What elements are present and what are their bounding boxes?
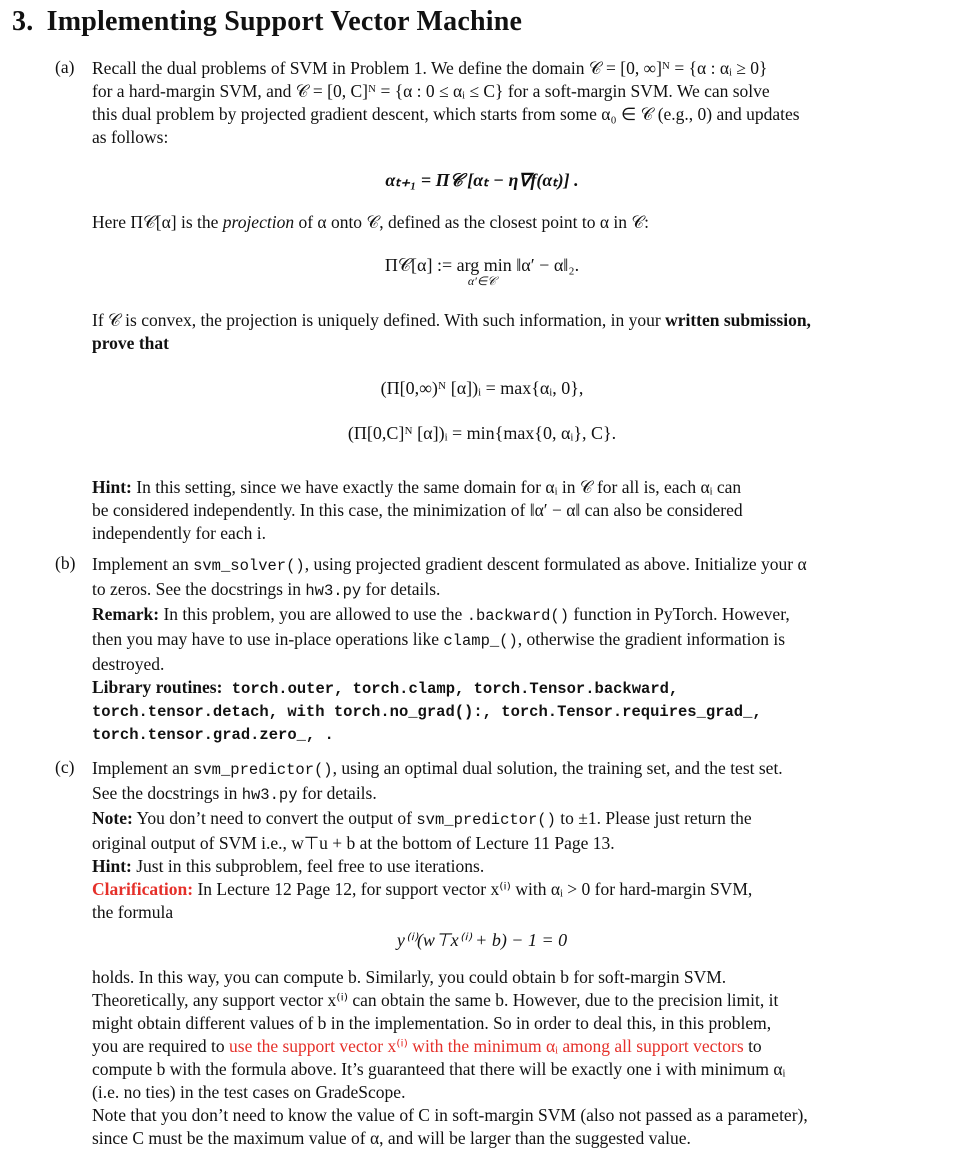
hint-label: Hint: xyxy=(92,856,132,876)
text-span: for details. xyxy=(361,579,441,599)
text-line: compute b with the formula above. It’s guaranteed that there will be exactly one i with minimum αᵢ xyxy=(92,1059,786,1079)
code-svm-predictor: svm_predictor() xyxy=(193,761,333,779)
text-line: Note that you don’t need to know the value of C in soft-margin SVM (also not passed as a parameter), xyxy=(92,1105,808,1125)
equation-text: Π𝒞[α] := arg min ‖α′ − α‖₂. xyxy=(384,255,580,275)
text-span: for details. xyxy=(297,783,377,803)
text-line: this dual problem by projected gradient descent, which starts from some α₀ ∈ 𝒞 (e.g., 0) and updates xyxy=(92,104,800,124)
code-library: torch.outer, torch.clamp, torch.Tensor.backward, xyxy=(222,680,679,698)
part-a-hint xyxy=(92,476,938,545)
code-clamp: clamp_() xyxy=(443,632,518,650)
text-span: function in PyTorch. However, xyxy=(569,604,790,624)
part-c-label: (c) xyxy=(55,757,75,777)
code-backward: .backward() xyxy=(466,607,570,625)
part-a-label: (a) xyxy=(55,57,75,77)
equation-projection-hard xyxy=(0,378,964,399)
text-line: holds. In this way, you can compute b. Similarly, you could obtain b for soft-margin SVM. xyxy=(92,967,727,987)
equation-update xyxy=(0,170,964,191)
text-line: since C must be the maximum value of α, and will be larger than the suggested value. xyxy=(92,1128,691,1148)
text-span: If 𝒞 is convex, the projection is uniquely defined. With such information, in your xyxy=(92,310,666,330)
written-submission-emphasis: written submission, xyxy=(665,310,811,330)
equation-projection-soft xyxy=(0,423,964,444)
part-b-label: (b) xyxy=(55,553,76,573)
equation-bias xyxy=(0,930,964,951)
code-library: torch.tensor.detach, with torch.no_grad():, torch.Tensor.requires_grad_, xyxy=(92,703,762,721)
equation-text: y⁽ⁱ⁾(w⊤x⁽ⁱ⁾ + b) − 1 = 0 xyxy=(396,930,568,950)
convex-statement xyxy=(92,309,938,355)
text-span: , using an optimal dual solution, the training set, and the test set. xyxy=(332,758,783,778)
text-span: then you may have to use in-place operations like xyxy=(92,629,444,649)
part-b-body xyxy=(92,553,938,747)
projection-term: projection xyxy=(222,212,295,232)
text-span: to xyxy=(743,1036,762,1056)
requirement-highlight: use the support vector x⁽ⁱ⁾ with the minimum αᵢ among all support vectors xyxy=(229,1036,744,1056)
text-span: In this problem, you are allowed to use the xyxy=(159,604,467,624)
text-span: , using projected gradient descent formulated as above. Initialize your α xyxy=(304,554,807,574)
text-line: (i.e. no ties) in the test cases on GradeScope. xyxy=(92,1082,406,1102)
code-svm-solver: svm_solver() xyxy=(193,557,305,575)
text-line: the formula xyxy=(92,902,174,922)
text-span: of α onto 𝒞, defined as the closest point to α in 𝒞: xyxy=(294,212,649,232)
code-library: torch.tensor.grad.zero_, . xyxy=(92,726,334,744)
text-span: , otherwise the gradient information is xyxy=(517,629,786,649)
projection-definition xyxy=(92,211,938,234)
code-filename: hw3.py xyxy=(241,786,298,804)
section-title: Implementing Support Vector Machine xyxy=(46,6,523,37)
text-span: In Lecture 12 Page 12, for support vector x⁽ⁱ⁾ with αᵢ > 0 for hard-margin SVM, xyxy=(193,879,753,899)
section-number: 3. xyxy=(12,6,34,37)
equation-subscript: α′∈𝒞 xyxy=(467,274,497,288)
part-c-continued xyxy=(92,966,938,1150)
text-span: Implement an xyxy=(92,554,194,574)
equation-text: αₜ₊₁ = Π𝒞 [αₜ − η∇f(αₜ)] . xyxy=(385,170,579,190)
text-span: you are required to xyxy=(92,1036,230,1056)
text-line: destroyed. xyxy=(92,654,165,674)
text-line: independently for each i. xyxy=(92,523,266,543)
clarification-label: Clarification: xyxy=(92,879,194,899)
text-line: be considered independently. In this case, the minimization of ‖α′ − α‖ can also be considered xyxy=(92,500,743,520)
code-filename: hw3.py xyxy=(305,582,362,600)
text-line: might obtain different values of b in the implementation. So in order to deal this, in this problem, xyxy=(92,1013,772,1033)
text-span: In this setting, since we have exactly the same domain for αᵢ in 𝒞 for all is, each αᵢ can xyxy=(136,477,742,497)
text-line: Recall the dual problems of SVM in Problem 1. We define the domain 𝒞 = [0, ∞]ᴺ = {α : αᵢ ≥ 0} xyxy=(92,58,768,78)
text-span: Implement an xyxy=(92,758,194,778)
equation-text: (Π[0,∞)ᴺ [α])ᵢ = max{αᵢ, 0}, xyxy=(380,378,584,398)
code-svm-predictor: svm_predictor() xyxy=(416,811,556,829)
text-span: You don’t need to convert the output of xyxy=(132,808,417,828)
text-line: as follows: xyxy=(92,127,169,147)
section-heading xyxy=(12,6,522,38)
text-span: Here Π𝒞[α] is the xyxy=(92,212,223,232)
text-line: Theoretically, any support vector x⁽ⁱ⁾ can obtain the same b. However, due to the precision limit, it xyxy=(92,990,779,1010)
equation-text: (Π[0,C]ᴺ [α])ᵢ = min{max{0, αᵢ}, C}. xyxy=(347,423,617,443)
part-c-body xyxy=(92,757,938,924)
hint-label: Hint: xyxy=(92,477,132,497)
text-line: original output of SVM i.e., w⊤u + b at the bottom of Lecture 11 Page 13. xyxy=(92,833,615,853)
remark-label: Remark: xyxy=(92,604,160,624)
text-span: to ±1. Please just return the xyxy=(555,808,752,828)
text-span: See the docstrings in xyxy=(92,783,242,803)
library-label: Library routines: xyxy=(92,677,223,697)
prove-that: prove that xyxy=(92,333,169,353)
text-span: Just in this subproblem, feel free to use iterations. xyxy=(131,856,485,876)
text-span: to zeros. See the docstrings in xyxy=(92,579,306,599)
equation-projection xyxy=(0,255,964,289)
note-label: Note: xyxy=(92,808,133,828)
text-line: for a hard-margin SVM, and 𝒞 = [0, C]ᴺ = {α : 0 ≤ αᵢ ≤ C} for a soft-margin SVM. We can solve xyxy=(92,81,770,101)
part-a-intro xyxy=(92,57,938,149)
